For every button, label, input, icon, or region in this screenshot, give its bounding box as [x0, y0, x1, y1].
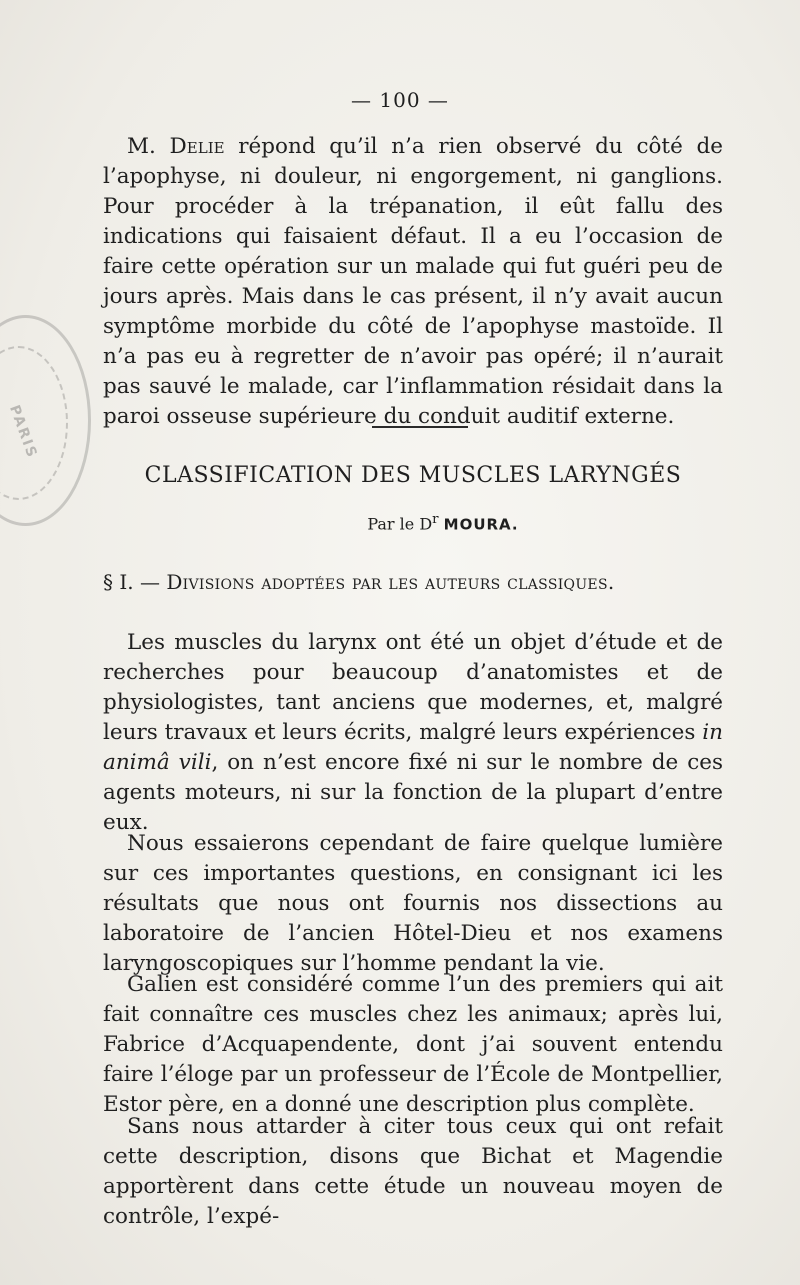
body-paragraph-1 — [103, 628, 723, 838]
body-paragraph-4: Sans nous attarder à citer tous ceux qui ont refait cette description, disons que Bichat et Magendie apportèrent dans cette étude un nouveau moyen de contrôle, l’expé- — [103, 1114, 723, 1229]
body-paragraph-2: Nous essaierons cependant de faire quelque lumière sur ces importantes questions, en consignant ici les résultats que nous ont fournis nos dissections au laboratoire de l’ancien Hôtel-Dieu et nos examens laryngoscopiques sur l’homme pendant la vie. — [103, 831, 723, 976]
discussion-text: répond qu’il n’a rien observé du côté de l’apophyse, ni douleur, ni engorgement, ni ganglions. Pour procéder à la trépanation, il eût fallu des indications qui faisaient défaut. Il a eu l’occasion de faire cette opération sur un malade qui fut guéri peu de jours après. Mais dans le cas présent, il n’y avait aucun symptôme morbide du côté de l’apophyse mastoïde. Il n’a pas eu à regretter de n’avoir pas opéré; il n’aurait pas sauvé le malade, car l’inflammation résidait dans la paroi osseuse supérieure du conduit auditif externe. — [103, 134, 723, 429]
stamp-text: PARIS — [5, 403, 41, 461]
section-heading — [103, 570, 723, 594]
p1-latin-phrase: in animâ vili — [103, 720, 723, 775]
article-author — [103, 512, 723, 533]
author-prefix-sup: r — [432, 512, 439, 527]
page-number: — 100 — — [351, 88, 449, 112]
author-name: MOURA. — [443, 515, 519, 534]
body-paragraph-3: Galien est considéré comme l’un des premiers qui ait fait connaître ces muscles chez les animaux; après lui, Fabrice d’Acquapendente, dont j’ai souvent entendu faire l’éloge par un professeur de l’École de Montpellier, Estor père, en a donné une description plus complète. — [103, 972, 723, 1117]
speaker-name: M. Delie — [127, 134, 225, 159]
author-prefix: Par le D — [367, 514, 433, 534]
library-stamp — [0, 315, 91, 526]
section-title: Divisions adoptées par les auteurs classiques. — [166, 570, 615, 594]
p1-text-before: Les muscles du larynx ont été un objet d’étude et de recherches pour beaucoup d’anatomistes et de physiologistes, tant anciens que modernes, et, malgré leurs travaux et leurs écrits, malgré leurs expériences — [103, 630, 723, 745]
section-divider — [372, 426, 468, 428]
p1-text-after: , on n’est encore fixé ni sur le nombre de ces agents moteurs, ni sur la fonction de la plupart d’entre eux. — [103, 750, 723, 835]
section-number: § I. — — [103, 570, 167, 594]
stamp-inner-ring — [0, 346, 68, 500]
discussion-paragraph — [103, 132, 723, 432]
article-title: CLASSIFICATION DES MUSCLES LARYNGÉS — [144, 463, 682, 488]
